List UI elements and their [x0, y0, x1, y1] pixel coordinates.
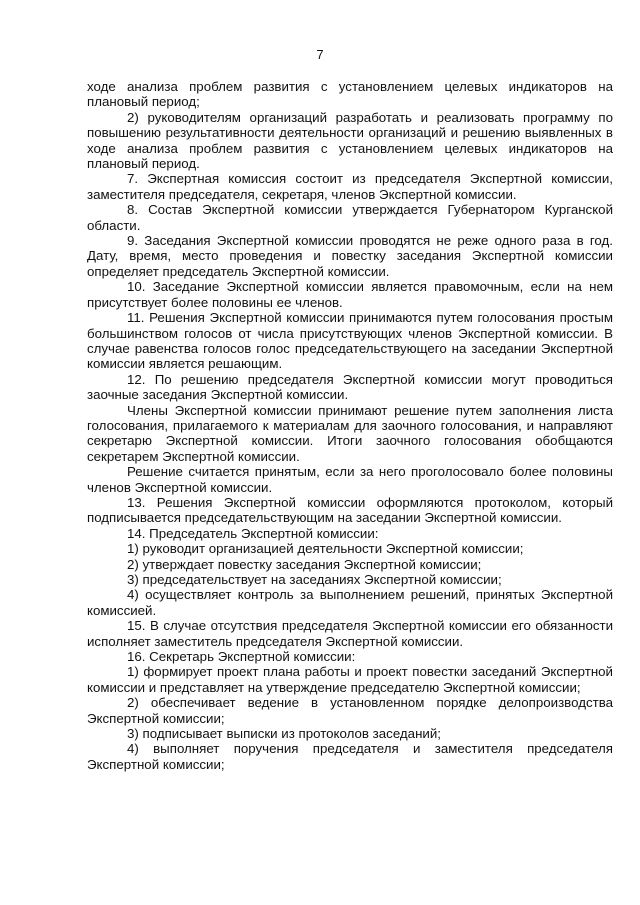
paragraph-14-item-3: 3) председательствует на заседаниях Экспертной комиссии; — [127, 572, 502, 587]
paragraph-14: 14. Председатель Экспертной комиссии: — [127, 525, 379, 541]
paragraph-item-2: 2) руководителям организаций разработать и реализовать программу по повышению результативности деятельности организаций и решению выявленных в ходе анализа проблем развития с установлением целевых индикаторов на плановый период. — [87, 109, 613, 172]
paragraph-14-item-2: 2) утверждает повестку заседания Экспертной комиссии; — [127, 556, 482, 572]
paragraph-12-members: Члены Экспертной комиссии принимают решение путем заполнения листа голосования, прилагаемого к материалам для заочного голосования, и направляют секретарю Экспертной комиссии. Итоги заочного голосования обобщаются секретарем Экспертной комиссии. — [87, 402, 613, 464]
paragraph-16-item-4: 4) выполняет поручения председателя и заместителя председателя Экспертной комиссии; — [87, 741, 613, 772]
paragraph-13: 13. Решения Экспертной комиссии оформляются протоколом, который подписывается председательствующим на заседании Экспертной комиссии. — [87, 494, 613, 526]
document-body — [87, 79, 613, 772]
page-number: 7 — [316, 47, 324, 62]
paragraph-14-item-1: 1) руководит организацией деятельности Экспертной комиссии; — [127, 541, 524, 557]
paragraph-14-item-4: 4) осуществляет контроль за выполнением решений, принятых Экспертной комиссией. — [87, 587, 613, 618]
paragraph-continuation: ходе анализа проблем развития с установлением целевых индикаторов на плановый период; — [87, 79, 613, 110]
paragraph-16-item-3: 3) подписывает выписки из протоколов заседаний; — [127, 726, 441, 742]
paragraph-12-decision: Решение считается принятым, если за него проголосовало более половины членов Экспертной комиссии. — [87, 464, 613, 495]
paragraph-16-item-1: 1) формирует проект плана работы и проект повестки заседаний Экспертной комиссии и представляет на утверждение председателю Экспертной комиссии; — [87, 664, 613, 695]
paragraph-8: 8. Состав Экспертной комиссии утверждается Губернатором Курганской области. — [87, 202, 613, 233]
paragraph-7: 7. Экспертная комиссия состоит из председателя Экспертной комиссии, заместителя председателя, секретаря, членов Экспертной комиссии. — [87, 171, 613, 202]
paragraph-16: 16. Секретарь Экспертной комиссии: — [127, 649, 356, 665]
paragraph-9: 9. Заседания Экспертной комиссии проводятся не реже одного раза в год. Дату, время, место проведения и повестку заседания Экспертной комиссии определяет председатель Экспертной комиссии. — [87, 233, 613, 279]
paragraph-10: 10. Заседание Экспертной комиссии является правомочным, если на нем присутствует более половины ее членов. — [87, 279, 613, 310]
paragraph-12: 12. По решению председателя Экспертной комиссии могут проводиться заочные заседания Экспертной комиссии. — [87, 371, 613, 403]
paragraph-15: 15. В случае отсутствия председателя Экспертной комиссии его обязанности исполняет заместитель председателя Экспертной комиссии. — [87, 618, 613, 649]
paragraph-16-item-2: 2) обеспечивает ведение в установленном порядке делопроизводства Экспертной комиссии; — [87, 695, 613, 726]
paragraph-11: 11. Решения Экспертной комиссии принимаются путем голосования простым большинством голосов от числа присутствующих членов Экспертной комиссии. В случае равенства голосов голос председательствующего на заседании Экспертной комиссии является решающим. — [87, 310, 613, 372]
